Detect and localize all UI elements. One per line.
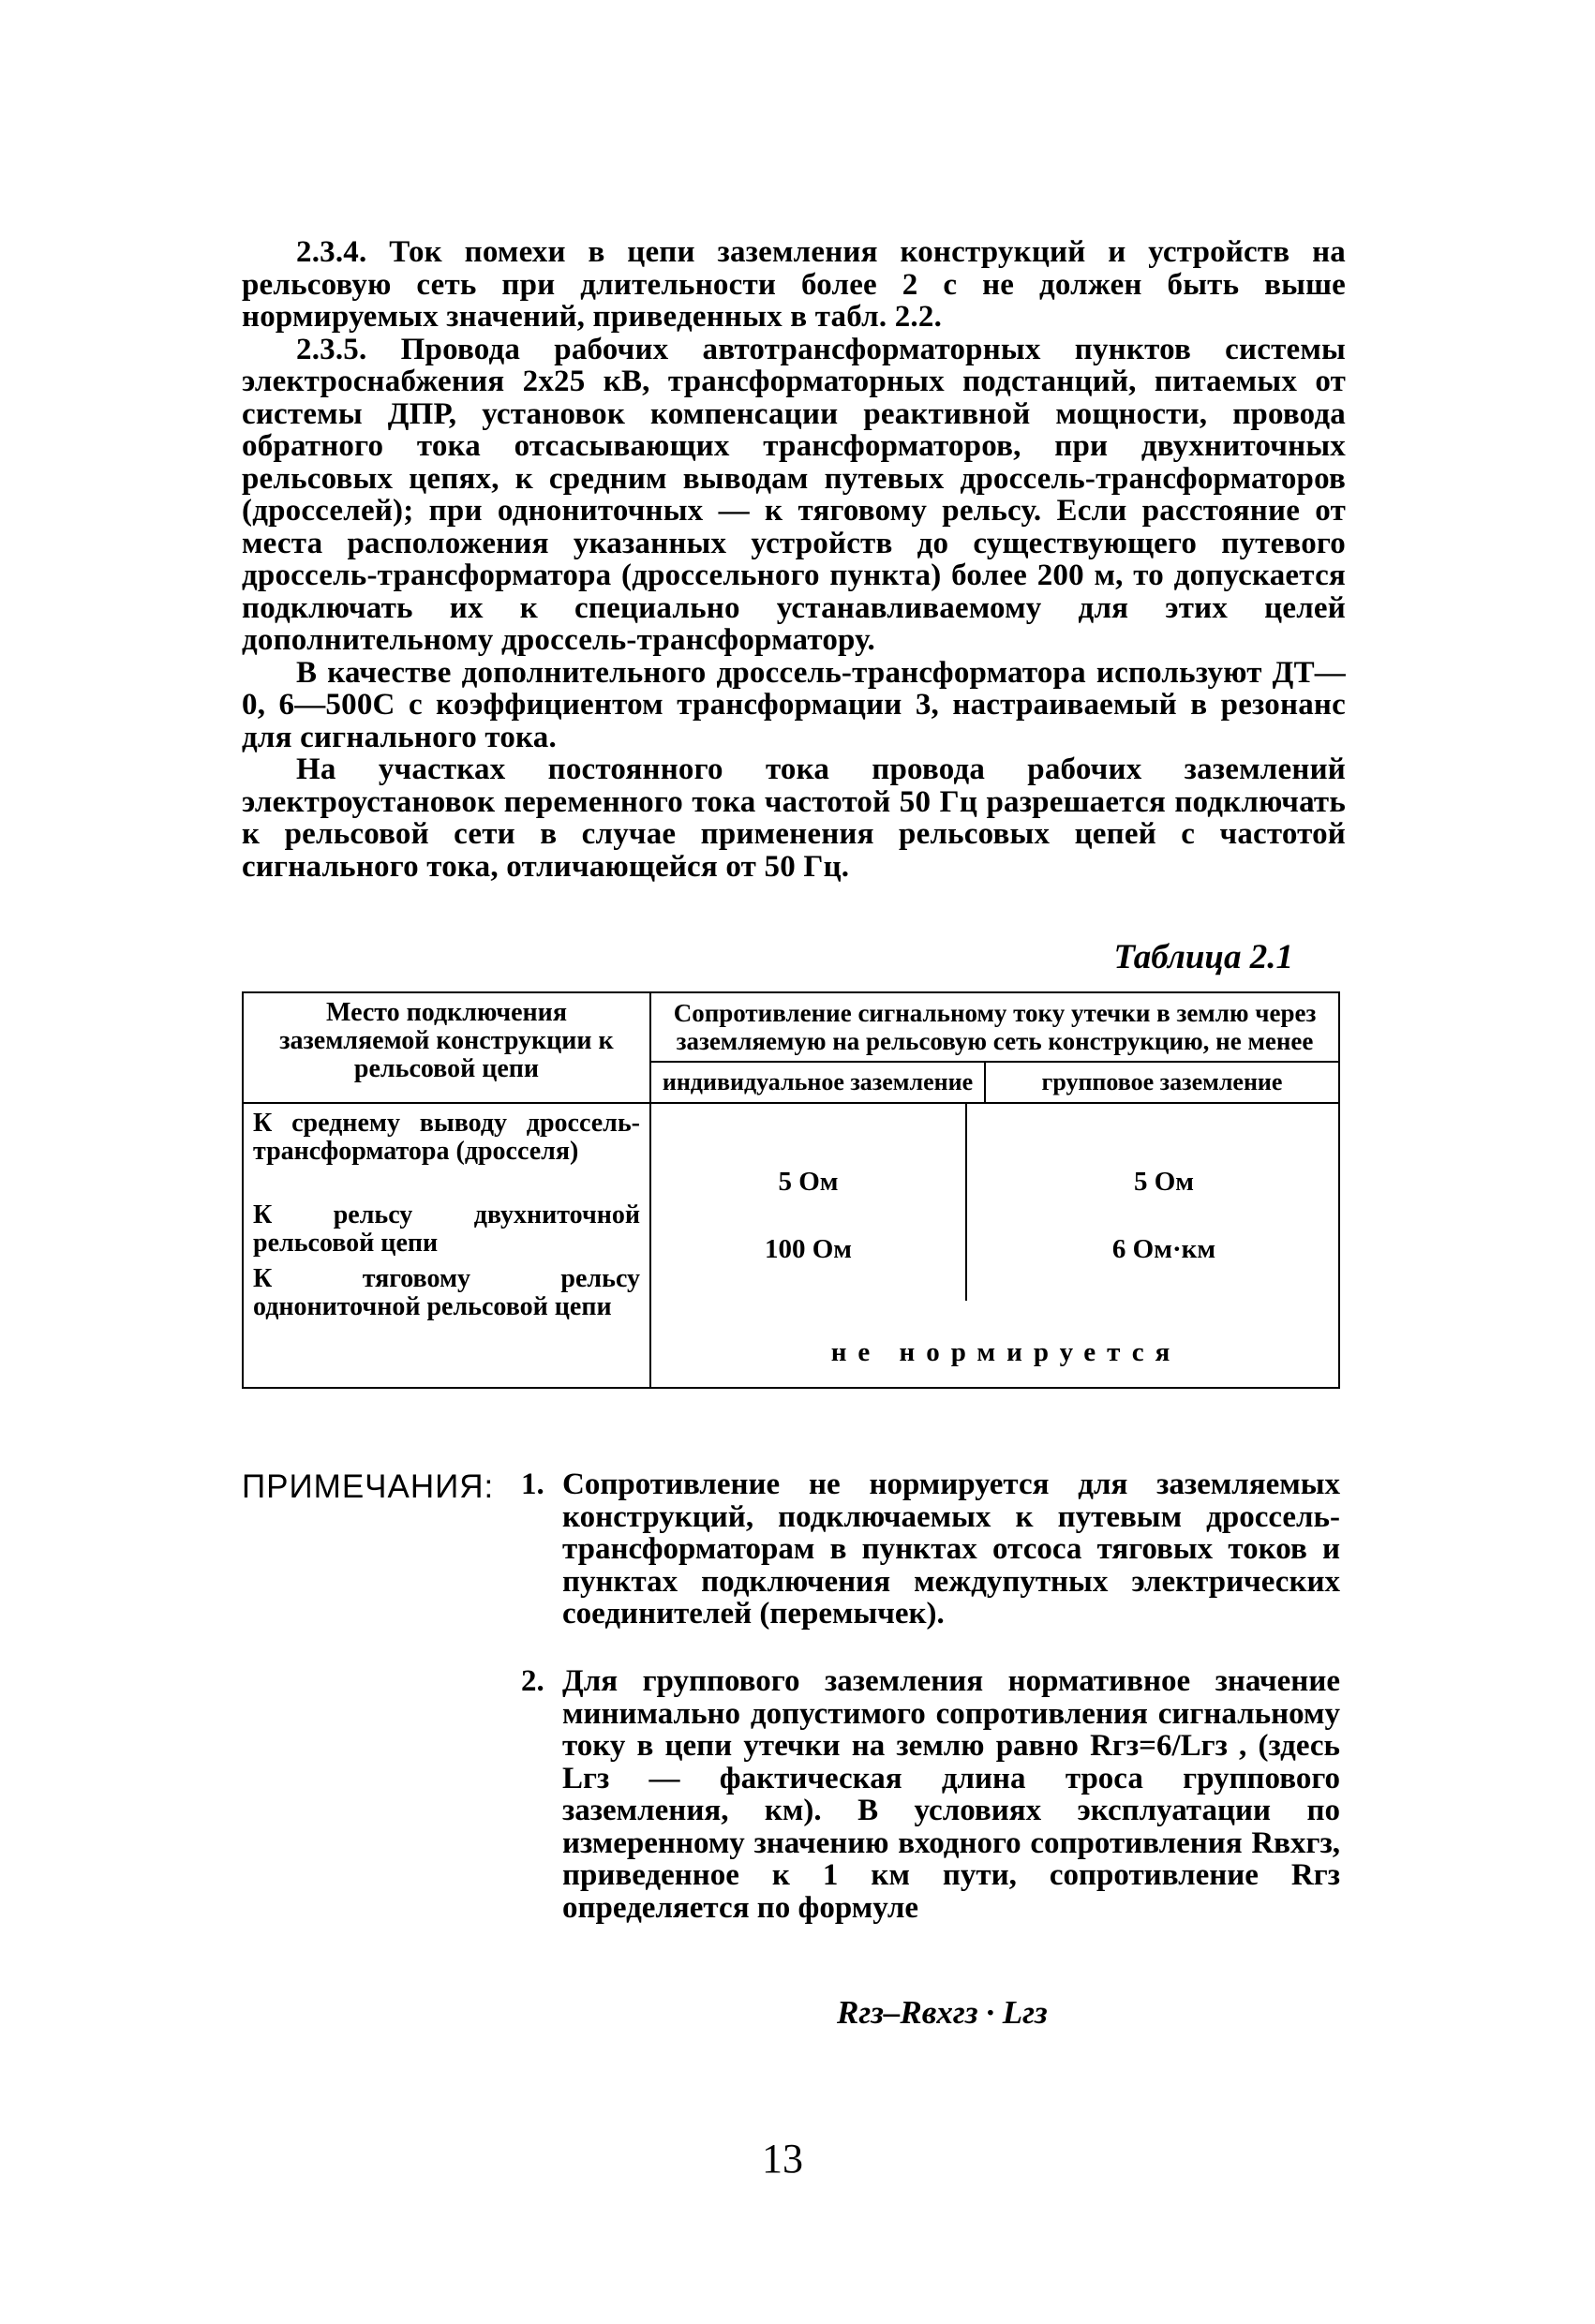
body-text [242,236,1346,883]
paragraph-dc-sections: На участках постоянного тока провода рабочих заземлений электроустановок переменного тока частотой 50 Гц разрешается подключать к рельсовой сети в случае применения рельсовых цепей с частотой сигнального тока, отличающейся от 50 Гц. [242,752,1346,884]
paragraph-additional-transformer: В качестве дополнительного дроссель-трансформатора используют ДТ—0, 6—500С с коэффициентом трансформации 3, настраиваемый в резонанс для сигнального тока. [242,655,1346,754]
note-1 [521,1467,1340,1631]
row-label-traction-rail: К тяговому рельсу однониточной рельсовой цепи [253,1264,640,1321]
value-group-middle-output: 5 Ом [1133,1167,1195,1197]
note-2-text: Для группового заземления нормативное значение минимально допустимого сопротивления сигнальному току в цепи утечки на землю равно Rгз=6/Lгз , (здесь Lгз — фактическая длина троса группового заземления, км). В условиях эксплуатации по измеренному значению входного сопротивления Rвхгз, приведенное к 1 км пути, сопротивление Rгз определяется по формуле [562,1664,1340,1925]
value-group-double-rail: 6 Ом·км [1111,1234,1216,1264]
table-header-row [243,992,1339,1062]
note-2-number: 2. [521,1664,544,1698]
page-number: 13 [762,2136,803,2182]
note-1-text: Сопротивление не нормируется для заземляемых конструкций, подключаемых к путевым дроссель-трансформаторам в пунктах отсоса тяговых токов и пунктах подключения междупутных электрических соединителей (перемычек). [562,1467,1340,1631]
table-caption: Таблица 2.1 [1113,938,1293,976]
paragraph-2-3-5: 2.3.5. Провода рабочих автотрансформаторных пунктов системы электроснабжения 2х25 кВ, трансформаторных подстанций, питаемых от системы ДПР, установок компенсации реактивной мощности, провода обратного тока отсасывающих трансформаторов, при двухниточных рельсовых цепях, к средним выводам путевых дроссель-трансформаторов (дросселей); при однониточных — к тяговому рельсу. Если расстояние от места расположения указанных устройств до существующего путевого дроссель-трансформатора (дроссельного пункта) более 200 м, то допускается подключать их к специально устанавливаемому для этих целей дополнительному дроссель-трансформатору. [242,332,1346,657]
value-individual-middle-output: 5 Ом [778,1167,839,1197]
note-1-number: 1. [521,1467,544,1501]
row-labels-cell [243,1103,650,1388]
paragraph-2-3-4: 2.3.4. Ток помехи в цепи заземления конструкций и устройств на рельсовую сеть при длительности более 2 с не должен быть выше нормируемых значений, приведенных в табл. 2.2. [242,235,1346,334]
header-group: групповое заземление [985,1062,1339,1103]
notes-title: ПРИМЕЧАНИЯ: [242,1468,495,1505]
header-individual: индивидуальное заземление [650,1062,985,1103]
table-body-row [243,1103,1339,1388]
column-divider [965,1104,967,1301]
value-not-normalized: не нормируется [830,1337,1182,1367]
header-resistance: Сопротивление сигнальному току утечки в землю через заземляемую на рельсовую сеть конструкцию, не менее [650,992,1339,1062]
resistance-table [242,991,1340,1389]
row-label-middle-output: К среднему выводу дроссель-трансформатора (дросселя) [253,1109,640,1166]
row-label-double-rail: К рельсу двухниточной рельсовой цепи [253,1200,640,1258]
formula: Rгз–Rвхгз · Lгз [837,1994,1048,2031]
row-values-cell [650,1103,1339,1388]
header-connection-place: Место подключения заземляемой конструкции к рельсовой цепи [243,992,650,1103]
note-2 [521,1664,1340,1925]
value-individual-double-rail: 100 Ом [764,1234,853,1264]
